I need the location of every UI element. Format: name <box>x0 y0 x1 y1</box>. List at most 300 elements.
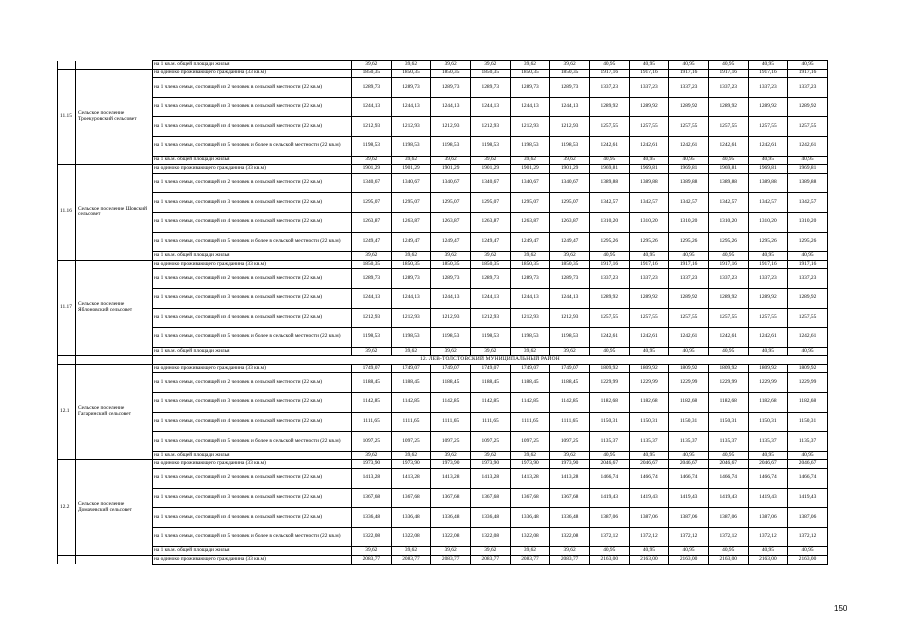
value-cell: 39,62 <box>431 547 471 556</box>
value-cell: 1135,37 <box>748 432 788 452</box>
row-description: на 1 кв.м. общей площади жилья <box>153 451 352 460</box>
value-cell: 1322,08 <box>431 527 471 547</box>
value-cell: 1850,35 <box>470 260 510 269</box>
value-cell: 40,95 <box>708 156 748 165</box>
value-cell: 1188,45 <box>352 373 392 393</box>
value-cell: 1111,65 <box>510 412 550 432</box>
value-cell: 2083,77 <box>510 556 550 565</box>
value-cell: 1466,74 <box>788 469 828 489</box>
value-cell: 1917,16 <box>788 260 828 269</box>
value-cell: 1289,92 <box>669 97 709 117</box>
value-cell: 1244,13 <box>431 97 471 117</box>
value-cell: 1257,55 <box>708 117 748 137</box>
value-cell: 1419,43 <box>708 488 748 508</box>
value-cell: 1372,12 <box>748 527 788 547</box>
value-cell: 1917,16 <box>669 69 709 78</box>
value-cell: 39,62 <box>352 252 392 261</box>
table-row <box>58 173 828 193</box>
value-cell: 40,95 <box>788 547 828 556</box>
value-cell: 40,95 <box>669 547 709 556</box>
value-cell: 1289,92 <box>788 97 828 117</box>
value-cell: 1336,48 <box>391 508 431 528</box>
value-cell: 1182,68 <box>748 393 788 413</box>
value-cell: 1310,20 <box>788 212 828 232</box>
value-cell: 40,95 <box>748 347 788 356</box>
value-cell: 1198,53 <box>391 136 431 156</box>
value-cell: 40,95 <box>669 451 709 460</box>
district-header: 12. ЛЕВ-ТОЛСТОВСКИЙ МУНИЦИПАЛЬНЫЙ РАЙОН <box>153 356 828 365</box>
value-cell: 1188,45 <box>431 373 471 393</box>
value-cell: 1249,47 <box>470 232 510 252</box>
value-cell: 1198,53 <box>470 328 510 348</box>
value-cell: 1901,29 <box>391 165 431 174</box>
value-cell: 39,62 <box>431 252 471 261</box>
value-cell: 1229,99 <box>788 373 828 393</box>
settlement-name: Сельское поселение Гагаринский сельсовет <box>76 364 153 460</box>
value-cell: 39,62 <box>352 547 392 556</box>
value-cell: 1413,28 <box>510 469 550 489</box>
value-cell: 1198,53 <box>550 136 590 156</box>
value-cell: 1389,88 <box>669 173 709 193</box>
value-cell: 1969,81 <box>629 165 669 174</box>
value-cell: 1150,31 <box>708 412 748 432</box>
value-cell: 1150,31 <box>669 412 709 432</box>
value-cell: 1322,08 <box>550 527 590 547</box>
value-cell: 1342,57 <box>788 193 828 213</box>
value-cell: 1337,23 <box>708 78 748 98</box>
value-cell: 1289,73 <box>352 269 392 289</box>
value-cell: 1973,90 <box>510 460 550 469</box>
value-cell: 39,62 <box>352 156 392 165</box>
value-cell: 39,62 <box>431 61 471 70</box>
value-cell: 1969,81 <box>589 165 629 174</box>
value-cell: 1389,88 <box>629 173 669 193</box>
row-description: на 1 члена семьи, состоящей из 2 человек в сельской местности (22 кв.м) <box>153 373 352 393</box>
value-cell: 1337,23 <box>748 78 788 98</box>
value-cell: 1917,16 <box>589 69 629 78</box>
value-cell: 1135,37 <box>788 432 828 452</box>
row-description: на 1 члена семьи, состоящей из 3 человек в сельской местности (22 кв.м) <box>153 193 352 213</box>
table-row <box>58 232 828 252</box>
value-cell: 1749,07 <box>352 364 392 373</box>
value-cell: 1198,53 <box>391 328 431 348</box>
value-cell: 1917,16 <box>748 69 788 78</box>
value-cell: 1263,87 <box>470 212 510 232</box>
value-cell: 1413,28 <box>470 469 510 489</box>
value-cell: 1111,65 <box>431 412 471 432</box>
value-cell: 39,62 <box>550 547 590 556</box>
table-row <box>58 260 828 269</box>
row-description: на 1 члена семьи, состоящей из 2 человек в сельской местности (22 кв.м) <box>153 269 352 289</box>
value-cell: 1289,73 <box>352 78 392 98</box>
row-description: на 1 члена семьи, состоящей из 4 человек в сельской местности (22 кв.м) <box>153 212 352 232</box>
value-cell: 1419,43 <box>629 488 669 508</box>
value-cell: 1466,74 <box>669 469 709 489</box>
row-description: на 1 члена семьи, состоящей из 4 человек в сельской местности (22 кв.м) <box>153 308 352 328</box>
value-cell: 1973,90 <box>352 460 392 469</box>
value-cell: 40,95 <box>748 547 788 556</box>
table-row <box>58 328 828 348</box>
value-cell: 1289,92 <box>629 97 669 117</box>
row-description: на 1 члена семьи, состоящей из 5 человек и более в сельской местности (22 кв.м) <box>153 232 352 252</box>
value-cell: 1212,93 <box>510 117 550 137</box>
value-cell: 40,95 <box>589 61 629 70</box>
value-cell: 1182,68 <box>708 393 748 413</box>
value-cell: 1295,26 <box>788 232 828 252</box>
value-cell: 1212,93 <box>550 308 590 328</box>
value-cell: 1337,23 <box>589 78 629 98</box>
value-cell: 1322,08 <box>391 527 431 547</box>
value-cell: 1749,07 <box>550 364 590 373</box>
row-description: на 1 члена семьи, состоящей из 3 человек в сельской местности (22 кв.м) <box>153 97 352 117</box>
value-cell: 1372,12 <box>629 527 669 547</box>
value-cell: 1367,68 <box>510 488 550 508</box>
value-cell: 39,62 <box>510 547 550 556</box>
value-cell: 1142,85 <box>431 393 471 413</box>
value-cell: 1244,13 <box>550 288 590 308</box>
value-cell: 1901,29 <box>431 165 471 174</box>
value-cell: 40,95 <box>589 451 629 460</box>
value-cell: 1973,90 <box>431 460 471 469</box>
value-cell: 1342,57 <box>708 193 748 213</box>
value-cell: 2163,00 <box>589 556 629 565</box>
table-row <box>58 527 828 547</box>
value-cell: 1749,07 <box>510 364 550 373</box>
table-row <box>58 78 828 98</box>
value-cell: 1340,67 <box>550 173 590 193</box>
value-cell: 1289,73 <box>431 78 471 98</box>
table-row <box>58 269 828 289</box>
row-description: на 1 члена семьи, состоящей из 2 человек в сельской местности (22 кв.м) <box>153 78 352 98</box>
value-cell: 1340,67 <box>352 173 392 193</box>
value-cell: 39,62 <box>510 451 550 460</box>
value-cell: 1367,68 <box>431 488 471 508</box>
district-header-row <box>58 356 828 365</box>
row-description: на одиноко проживающего гражданина (33 кв.м) <box>153 260 352 269</box>
value-cell: 1389,88 <box>589 173 629 193</box>
value-cell: 1337,23 <box>669 78 709 98</box>
value-cell: 1289,73 <box>510 78 550 98</box>
table-row <box>58 412 828 432</box>
value-cell: 1387,06 <box>708 508 748 528</box>
value-cell: 40,95 <box>788 451 828 460</box>
value-cell: 1372,12 <box>589 527 629 547</box>
value-cell: 1257,55 <box>629 117 669 137</box>
value-cell: 1263,87 <box>391 212 431 232</box>
row-description: на 1 члена семьи, состоящей из 5 человек и более в сельской местности (22 кв.м) <box>153 527 352 547</box>
value-cell: 1322,08 <box>510 527 550 547</box>
row-description: на одиноко проживающего гражданина (33 кв.м) <box>153 460 352 469</box>
value-cell: 39,62 <box>550 156 590 165</box>
value-cell: 1142,85 <box>470 393 510 413</box>
value-cell: 1337,23 <box>788 269 828 289</box>
value-cell: 1097,25 <box>550 432 590 452</box>
table-row <box>58 136 828 156</box>
value-cell: 1901,29 <box>550 165 590 174</box>
value-cell: 1198,53 <box>431 136 471 156</box>
value-cell: 1150,31 <box>748 412 788 432</box>
value-cell: 1188,45 <box>470 373 510 393</box>
value-cell: 1257,55 <box>788 308 828 328</box>
value-cell: 1389,88 <box>748 173 788 193</box>
value-cell: 1198,53 <box>510 328 550 348</box>
value-cell: 1387,06 <box>589 508 629 528</box>
value-cell: 1850,35 <box>352 260 392 269</box>
value-cell: 1289,92 <box>669 288 709 308</box>
value-cell: 40,95 <box>669 347 709 356</box>
value-cell: 39,62 <box>391 252 431 261</box>
table-row <box>58 364 828 373</box>
value-cell: 1809,92 <box>629 364 669 373</box>
value-cell: 1973,90 <box>550 460 590 469</box>
value-cell: 1372,12 <box>788 527 828 547</box>
value-cell: 1342,57 <box>629 193 669 213</box>
value-cell: 1387,06 <box>748 508 788 528</box>
value-cell: 40,95 <box>669 252 709 261</box>
value-cell: 1229,99 <box>589 373 629 393</box>
row-description: на 1 кв.м. общей площади жилья <box>153 61 352 70</box>
value-cell: 1244,13 <box>470 97 510 117</box>
value-cell: 39,62 <box>510 61 550 70</box>
value-cell: 39,62 <box>352 61 392 70</box>
value-cell: 1244,13 <box>391 97 431 117</box>
value-cell: 1295,07 <box>391 193 431 213</box>
value-cell: 1917,16 <box>629 260 669 269</box>
value-cell: 1289,73 <box>470 269 510 289</box>
row-description: на 1 члена семьи, состоящей из 4 человек в сельской местности (22 кв.м) <box>153 117 352 137</box>
table-row <box>58 488 828 508</box>
value-cell: 1198,53 <box>431 328 471 348</box>
value-cell: 1969,81 <box>708 165 748 174</box>
table-row <box>58 393 828 413</box>
value-cell: 1295,26 <box>669 232 709 252</box>
value-cell: 1419,43 <box>788 488 828 508</box>
value-cell: 1342,57 <box>669 193 709 213</box>
value-cell: 1249,47 <box>510 232 550 252</box>
value-cell: 1257,55 <box>748 308 788 328</box>
value-cell: 1229,99 <box>748 373 788 393</box>
row-description: на 1 члена семьи, состоящей из 4 человек в сельской местности (22 кв.м) <box>153 508 352 528</box>
value-cell: 40,95 <box>788 347 828 356</box>
value-cell: 40,95 <box>629 61 669 70</box>
value-cell: 1850,35 <box>510 69 550 78</box>
value-cell: 1336,48 <box>550 508 590 528</box>
value-cell: 40,95 <box>629 347 669 356</box>
value-cell: 40,95 <box>589 156 629 165</box>
row-description: на 1 члена семьи, состоящей из 5 человек и более в сельской местности (22 кв.м) <box>153 328 352 348</box>
value-cell: 2046,67 <box>669 460 709 469</box>
table-row <box>58 165 828 174</box>
table-row <box>58 193 828 213</box>
value-cell: 1342,57 <box>748 193 788 213</box>
value-cell: 1917,16 <box>788 69 828 78</box>
value-cell: 1229,99 <box>708 373 748 393</box>
value-cell: 1257,55 <box>669 308 709 328</box>
value-cell: 40,95 <box>708 347 748 356</box>
value-cell: 1295,07 <box>431 193 471 213</box>
value-cell: 1135,37 <box>708 432 748 452</box>
value-cell: 1289,73 <box>510 269 550 289</box>
value-cell: 1289,73 <box>550 78 590 98</box>
value-cell: 40,95 <box>708 252 748 261</box>
table-row <box>58 252 828 261</box>
value-cell: 1150,31 <box>589 412 629 432</box>
value-cell: 1310,20 <box>748 212 788 232</box>
row-description: на 1 члена семьи, состоящей из 2 человек в сельской местности (22 кв.м) <box>153 469 352 489</box>
value-cell: 1367,68 <box>352 488 392 508</box>
value-cell: 2046,67 <box>589 460 629 469</box>
value-cell: 1336,48 <box>352 508 392 528</box>
value-cell: 2046,67 <box>708 460 748 469</box>
value-cell: 1413,28 <box>431 469 471 489</box>
table-row <box>58 61 828 70</box>
value-cell: 1850,35 <box>510 260 550 269</box>
value-cell: 39,62 <box>431 347 471 356</box>
value-cell: 40,95 <box>788 252 828 261</box>
value-cell: 40,95 <box>788 61 828 70</box>
value-cell: 1188,45 <box>510 373 550 393</box>
value-cell: 1229,99 <box>669 373 709 393</box>
value-cell: 1289,92 <box>589 97 629 117</box>
value-cell: 1111,65 <box>352 412 392 432</box>
value-cell: 1242,61 <box>669 136 709 156</box>
value-cell: 1289,92 <box>589 288 629 308</box>
value-cell: 1263,87 <box>510 212 550 232</box>
value-cell: 1466,74 <box>589 469 629 489</box>
value-cell: 1244,13 <box>510 288 550 308</box>
value-cell: 1150,31 <box>788 412 828 432</box>
value-cell: 1969,81 <box>669 165 709 174</box>
value-cell: 1212,93 <box>470 117 510 137</box>
value-cell: 1749,07 <box>470 364 510 373</box>
value-cell: 1973,90 <box>391 460 431 469</box>
value-cell: 1419,43 <box>589 488 629 508</box>
value-cell: 1295,07 <box>352 193 392 213</box>
settlement-number: 11.17 <box>58 260 76 356</box>
value-cell: 1249,47 <box>391 232 431 252</box>
value-cell: 1242,61 <box>589 328 629 348</box>
value-cell: 1337,23 <box>669 269 709 289</box>
value-cell: 1901,29 <box>510 165 550 174</box>
value-cell: 39,62 <box>470 252 510 261</box>
value-cell: 40,95 <box>629 547 669 556</box>
value-cell: 1242,61 <box>708 328 748 348</box>
row-description: на одиноко проживающего гражданина (33 кв.м) <box>153 364 352 373</box>
value-cell: 1917,16 <box>708 260 748 269</box>
table-row <box>58 347 828 356</box>
settlement-number: 11.15 <box>58 69 76 165</box>
value-cell: 1337,23 <box>629 269 669 289</box>
value-cell: 1257,55 <box>629 308 669 328</box>
value-cell: 1244,13 <box>352 288 392 308</box>
value-cell: 40,95 <box>788 156 828 165</box>
value-cell: 1212,93 <box>352 308 392 328</box>
value-cell: 1249,47 <box>431 232 471 252</box>
settlement-number: 11.16 <box>58 165 76 261</box>
value-cell: 1150,31 <box>629 412 669 432</box>
settlement-name: Сельское поселение Яблоновский сельсовет <box>76 260 153 356</box>
value-cell: 2163,00 <box>629 556 669 565</box>
value-cell: 1850,35 <box>391 260 431 269</box>
value-cell: 39,62 <box>470 451 510 460</box>
value-cell: 1901,29 <box>470 165 510 174</box>
row-description: на одиноко проживающего гражданина (33 кв.м) <box>153 69 352 78</box>
value-cell: 1289,73 <box>550 269 590 289</box>
row-description: на 1 члена семьи, состоящей из 5 человек и более в сельской местности (22 кв.м) <box>153 136 352 156</box>
row-description: на 1 кв.м. общей площади жилья <box>153 156 352 165</box>
value-cell: 1387,06 <box>788 508 828 528</box>
value-cell: 1969,81 <box>788 165 828 174</box>
value-cell: 1295,26 <box>589 232 629 252</box>
value-cell: 39,62 <box>470 347 510 356</box>
value-cell: 1212,93 <box>470 308 510 328</box>
value-cell: 39,62 <box>550 451 590 460</box>
value-cell: 1182,68 <box>788 393 828 413</box>
value-cell: 40,95 <box>748 252 788 261</box>
value-cell: 1244,13 <box>431 288 471 308</box>
value-cell: 2163,00 <box>748 556 788 565</box>
row-description: на 1 члена семьи, состоящей из 2 человек в сельской местности (22 кв.м) <box>153 173 352 193</box>
settlement-name: Сельское поселение Домачевский сельсовет <box>76 460 153 556</box>
value-cell: 1850,35 <box>352 69 392 78</box>
value-cell: 40,95 <box>748 61 788 70</box>
value-cell: 1097,25 <box>510 432 550 452</box>
value-cell: 39,62 <box>510 347 550 356</box>
value-cell: 40,95 <box>589 252 629 261</box>
table-row <box>58 556 828 565</box>
value-cell: 1389,88 <box>708 173 748 193</box>
value-cell: 1212,93 <box>391 117 431 137</box>
value-cell: 1257,55 <box>708 308 748 328</box>
value-cell: 1242,61 <box>629 328 669 348</box>
value-cell: 40,95 <box>669 156 709 165</box>
value-cell: 1097,25 <box>352 432 392 452</box>
value-cell: 2083,77 <box>431 556 471 565</box>
value-cell: 1135,37 <box>669 432 709 452</box>
value-cell: 1917,16 <box>589 260 629 269</box>
value-cell: 1212,93 <box>391 308 431 328</box>
value-cell: 40,95 <box>708 61 748 70</box>
value-cell: 1337,23 <box>788 78 828 98</box>
value-cell: 1263,87 <box>550 212 590 232</box>
value-cell: 1263,87 <box>431 212 471 232</box>
value-cell: 1340,67 <box>470 173 510 193</box>
value-cell: 1257,55 <box>589 117 629 137</box>
value-cell: 1337,23 <box>708 269 748 289</box>
value-cell: 1182,68 <box>669 393 709 413</box>
table-row <box>58 117 828 137</box>
value-cell: 2083,77 <box>470 556 510 565</box>
value-cell: 40,95 <box>629 156 669 165</box>
value-cell: 40,95 <box>669 61 709 70</box>
value-cell: 1111,65 <box>391 412 431 432</box>
value-cell: 39,62 <box>510 252 550 261</box>
row-description: на 1 кв.м. общей площади жилья <box>153 252 352 261</box>
value-cell: 39,62 <box>391 451 431 460</box>
value-cell: 1310,20 <box>629 212 669 232</box>
value-cell: 40,95 <box>748 451 788 460</box>
value-cell: 2046,67 <box>788 460 828 469</box>
value-cell: 1809,92 <box>708 364 748 373</box>
value-cell: 1097,25 <box>470 432 510 452</box>
value-cell: 39,62 <box>431 451 471 460</box>
value-cell: 1367,68 <box>550 488 590 508</box>
value-cell: 1850,35 <box>431 260 471 269</box>
value-cell: 1295,07 <box>510 193 550 213</box>
value-cell: 1198,53 <box>470 136 510 156</box>
value-cell: 1917,16 <box>669 260 709 269</box>
value-cell: 1242,61 <box>589 136 629 156</box>
